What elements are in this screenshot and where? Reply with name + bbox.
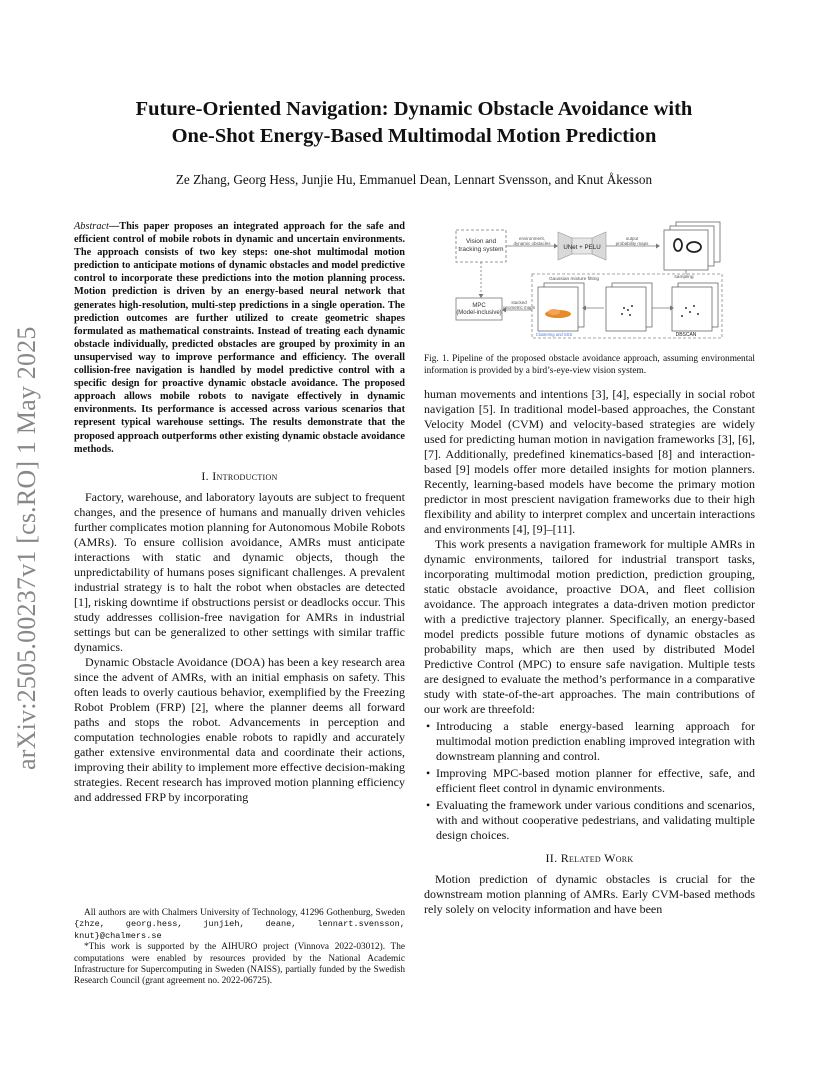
contributions-list xyxy=(424,719,755,843)
stacked-label: stacked geometric maps xyxy=(502,300,536,310)
output-label: output probability maps xyxy=(615,236,649,246)
author-list: Ze Zhang, Georg Hess, Junjie Hu, Emmanuel Dean, Lennart Svensson, and Knut Åkesson xyxy=(175,172,653,187)
right-paragraph-1: human movements and intentions [3], [4], especially in social robot navigation [5]. In traditional model-based approaches, the Constant Velocity Model (CVM) and velocity-based strategies are widely used for predicting human motion in navigation frameworks [3], [6], [7]. Additionally, predefined kinematics-based [8] and interaction-based [9] models offer more detailed insights for motion planners. Recently, learning-based models have become the primary motion predictor in most prescient navigation frameworks due to their high flexibility and ability to interpret complex and uncertain interactions and environments [4], [9]–[11]. xyxy=(424,387,755,536)
title-line-1: Future-Oriented Navigation: Dynamic Obstacle Avoidance with xyxy=(135,98,693,120)
footnotes xyxy=(74,908,405,988)
title-line-2: One-Shot Energy-Based Multimodal Motion Prediction xyxy=(171,125,657,147)
contribution-item: • Evaluating the framework under various conditions and scenarios, with and without cooperative pedestrians, and validating multiple design choices. xyxy=(424,798,755,843)
pipeline-figure xyxy=(424,220,755,348)
arxiv-identifier: arXiv:2505.00237v1 [cs.RO] 1 May 2025 xyxy=(12,326,41,770)
intro-paragraph-2: Dynamic Obstacle Avoidance (DOA) has been a key research area since the advent of AMRs, with an initial emphasis on safety. This often leads to overly cautious behavior, exemplified by the Freezing Robot Problem (FRP) [2], where the planner deems all forward paths and stops the robot. Advancements in perception and computation technologies enable robots to rapidly and accurately gather extensive environmental data and coordinate their actions, improving their ability to implement more effective decision-making strategies. Recent research has improved motion planning efficiency and addressed FRP by incorporating xyxy=(74,654,405,804)
vision-box-label: Vision and tracking system xyxy=(458,238,504,253)
contribution-item: • Introducing a stable energy-based learning approach for multimodal motion prediction enabling improved integration with downstream planning and control. xyxy=(424,719,755,764)
intro-paragraph-1: Factory, warehouse, and laboratory layouts are subject to frequent changes, and the presence of humans and manually driven vehicles further complicates motion planning for Autonomous Mobile Robots (AMRs). To ensure collision avoidance, AMRs must anticipate interactions with static and dynamic objects, though the unpredictability of humans poses significant challenges. A prevalent industrial strategy is to halt the robot when obstacles are detected [1], risking downtime if obstructions persist or deadlocks occur. This study addresses collision-free navigation for AMRs in industrial settings but can be generalized to other settings with similar traffic dynamics. xyxy=(74,489,405,654)
abstract xyxy=(74,220,405,456)
right-paragraph-2: This work presents a navigation framework for multiple AMRs in dynamic environments, tailored for industrial transport tasks, incorporating multimodal motion prediction, prediction grouping, static obstacle avoidance, proactive DOA, and fleet collision avoidance. The approach integrates a data-driven motion predictor with a predictive trajectory planner. Specifically, an energy-based model predicts possible future motions of dynamic obstacles as probability maps, which are then used by distributed Model Predictive Control (MPC) to ensure safe navigation. Multiple tests are designed to evaluate the method’s performance in a comparative study with state-of-the-art approaches. The main contributions of our work are threefold: xyxy=(424,537,755,716)
email-list: {zhze, georg.hess, junjieh, deane, lennart.svensson, knut}@chalmers.se xyxy=(74,919,405,941)
section-heading-introduction: I. Introduction xyxy=(201,468,278,483)
mpc-box-label: MPC (Model-inclusive) xyxy=(456,303,502,316)
affiliation-footnote: All authors are with Chalmers University of Technology, 41296 Gothenburg, Sweden {zhze, georg.hess, junjieh, deane, lennart.svensson, knut}@chalmers.se xyxy=(74,908,405,941)
paper-title xyxy=(74,96,754,150)
pipeline-diagram xyxy=(424,220,755,348)
right-column xyxy=(424,220,755,917)
dbscan-label: DBSCAN xyxy=(675,332,697,338)
section-heading-related-work: II. Related Work xyxy=(545,851,634,865)
support-footnote: *This work is supported by the AIHURO project (Vinnova 2022-03012). The computations were enabled by resources provided by the National Academic Infrastructure for Supercomputing in Sweden (NAISS), partially funded by the Swedish Research Council (grant agreement no. 2022-06725). xyxy=(74,942,405,987)
figure-caption: Fig. 1. Pipeline of the proposed obstacle avoidance approach, assuming environmental information is provided by a bird’s-eye-view vision system. xyxy=(424,354,755,376)
env-label: environment, dynamic obstacles xyxy=(513,236,551,246)
clustering-label: Clustering and SSS xyxy=(535,332,573,337)
unet-label: UNet + PELU xyxy=(563,244,601,251)
left-column xyxy=(74,220,405,805)
sampling-label: sampling xyxy=(674,275,694,280)
gauss-label: Gaussian mixture fitting xyxy=(548,277,600,282)
section-title: Introduction xyxy=(212,468,278,483)
section-title: Related Work xyxy=(560,851,634,865)
abstract-text: —This paper proposes an integrated approach for the safe and efficient control of mobile robots in dynamic and uncertain environments. The approach consists of two key steps: one-shot multimodal motion prediction to anticipate motions of dynamic obstacles and model predictive control to incorporate these predictions into the motion planning process. Motion prediction is driven by an energy-based neural network that generates high-resolution, multi-step predictions in a single operation. The prediction outcomes are further utilized to create geometric shapes formulated as mathematical constraints. Instead of treating each dynamic obstacle individually, predicted obstacles are grouped by proximity in an unsupervised way to improve performance and efficiency. The overall collision-free navigation is handled by model predictive control with a specific design for proactive dynamic obstacle avoidance. The proposed approach allows mobile robots to navigate effectively in dynamic environments. Its performance is accessed across various scenarios that represent typical warehouse settings. The results demonstrate that the proposed approach outperforms other existing dynamic obstacle avoidance methods. xyxy=(74,221,405,455)
abstract-lead: Abstract xyxy=(74,221,109,232)
contribution-item: • Improving MPC-based motion planner for effective, safe, and efficient fleet control in dynamic environments. xyxy=(424,766,755,796)
related-paragraph-1: Motion prediction of dynamic obstacles is crucial for the downstream motion planning of AMRs. Early CVM-based methods rely solely on velocity information and have been xyxy=(424,872,755,916)
